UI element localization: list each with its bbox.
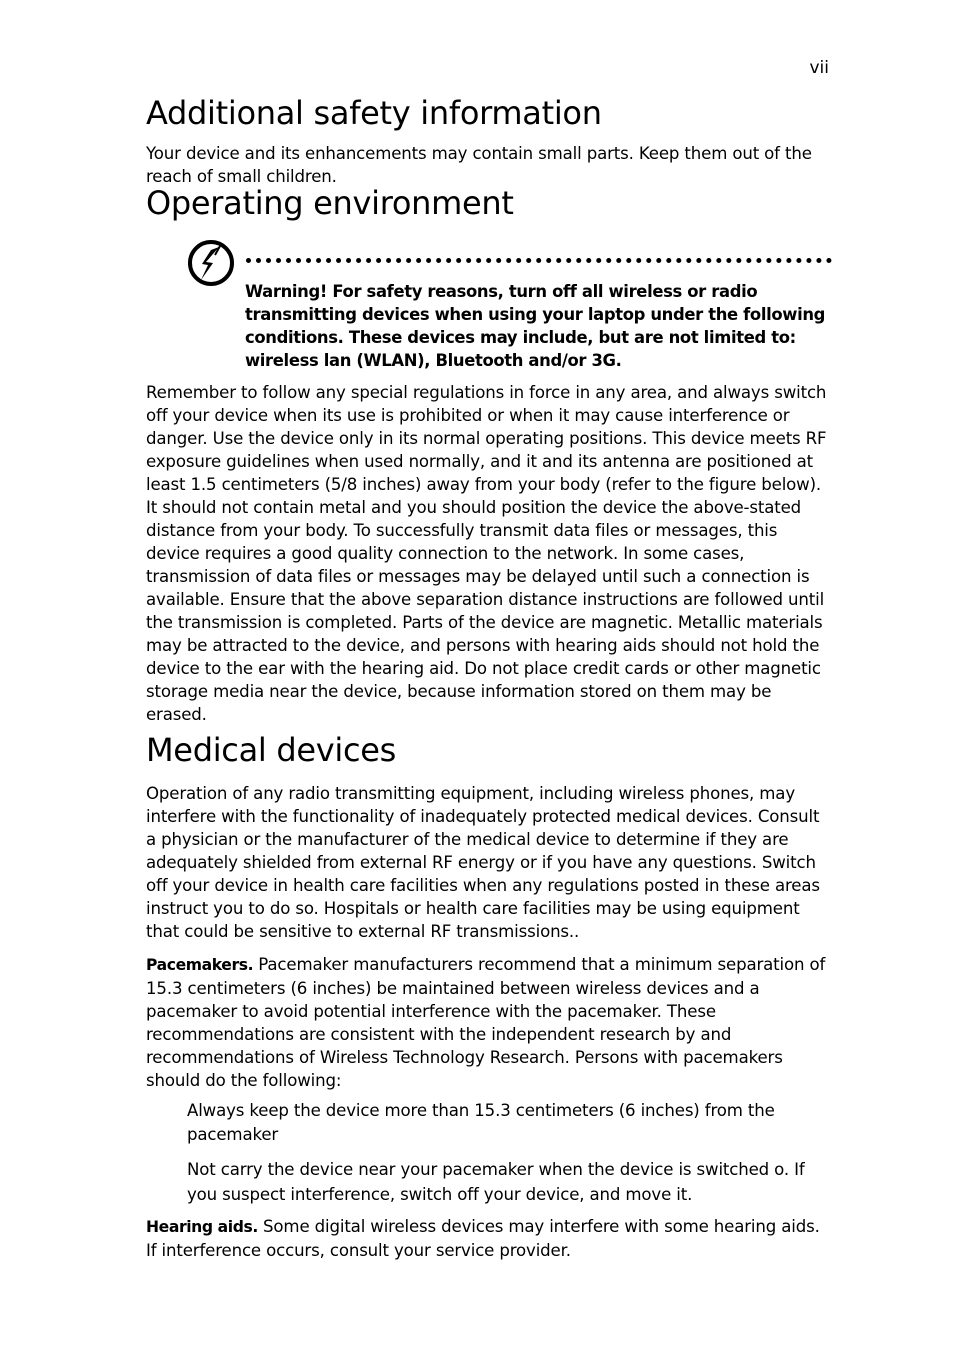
paragraph-pacemakers: [146, 953, 832, 1092]
warning-callout: [186, 236, 834, 376]
pacemakers-body: Pacemaker manufacturers recommend that a minimum separation of 15.3 centimeters (6 inches) be maintained between wireless devices and a pacemaker to avoid potential interference with the pacemaker. These recommendations are consistent with the independent research by and recommendations of Wireless Technology Research. Persons with pacemakers should do the following:: [146, 955, 826, 1090]
heading-additional-safety: Additional safety information: [146, 94, 602, 132]
paragraph-regulations: Remember to follow any special regulations in force in any area, and always switch off your device when its use is prohibited or when it may cause interference or danger. Use the device only in its normal operating positions. This device meets RF exposure guidelines when used normally, and it and its antenna are positioned at least 1.5 centimeters (5/8 inches) away from your body (refer to the figure below). It should not contain metal and you should position the device the above-stated distance from your body. To successfully transmit data files or messages, this device requires a good quality connection to the network. In some cases, transmission of data files or messages may be delayed until such a connection is available. Ensure that the above separation distance instructions are followed until the transmission is completed. Parts of the device are magnetic. Metallic materials may be attracted to the device, and persons with hearing aids should not hold the device to the ear with the hearing aid. Do not place credit cards or other magnetic storage media near the device, because information stored on them may be erased.: [146, 383, 827, 724]
pacemakers-lead: Pacemakers.: [146, 956, 254, 974]
warning-text: Warning! For safety reasons, turn off all wireless or radio transmitting devices when using your laptop under the following conditions. These devices may include, but are not limited to: wireless lan (WLAN), Bluetooth and/or 3G.: [245, 282, 826, 370]
list-item: Always keep the device more than 15.3 centimeters (6 inches) from the pacemaker: [187, 1101, 775, 1144]
hearing-aids-lead: Hearing aids.: [146, 1218, 258, 1236]
paragraph-small-parts: Your device and its enhancements may contain small parts. Keep them out of the reach of small children.: [146, 144, 812, 186]
heading-medical-devices: Medical devices: [146, 731, 397, 769]
heading-operating-environment: Operating environment: [146, 184, 514, 222]
hearing-aids-body: Some digital wireless devices may interfere with some hearing aids. If interference occurs, consult your service provider.: [146, 1217, 820, 1260]
list-item: Not carry the device near your pacemaker when the device is switched o. If you suspect interference, switch off your device, and move it.: [187, 1160, 805, 1204]
paragraph-hearing-aids: [146, 1215, 832, 1262]
paragraph-medical: Operation of any radio transmitting equipment, including wireless phones, may interfere with the functionality of inadequately protected medical devices. Consult a physician or the manufacturer of the medical device to determine if they are adequately shielded from external RF energy or if you have any questions. Switch off your device in health care facilities when any regulations posted in these areas instruct you to do so. Hospitals or health care facilities may be using equipment that could be sensitive to external RF transmissions..: [146, 784, 820, 941]
dotted-rule: [246, 258, 832, 263]
lightning-bolt-warning-icon: [186, 238, 236, 288]
page-number: vii: [809, 58, 829, 78]
